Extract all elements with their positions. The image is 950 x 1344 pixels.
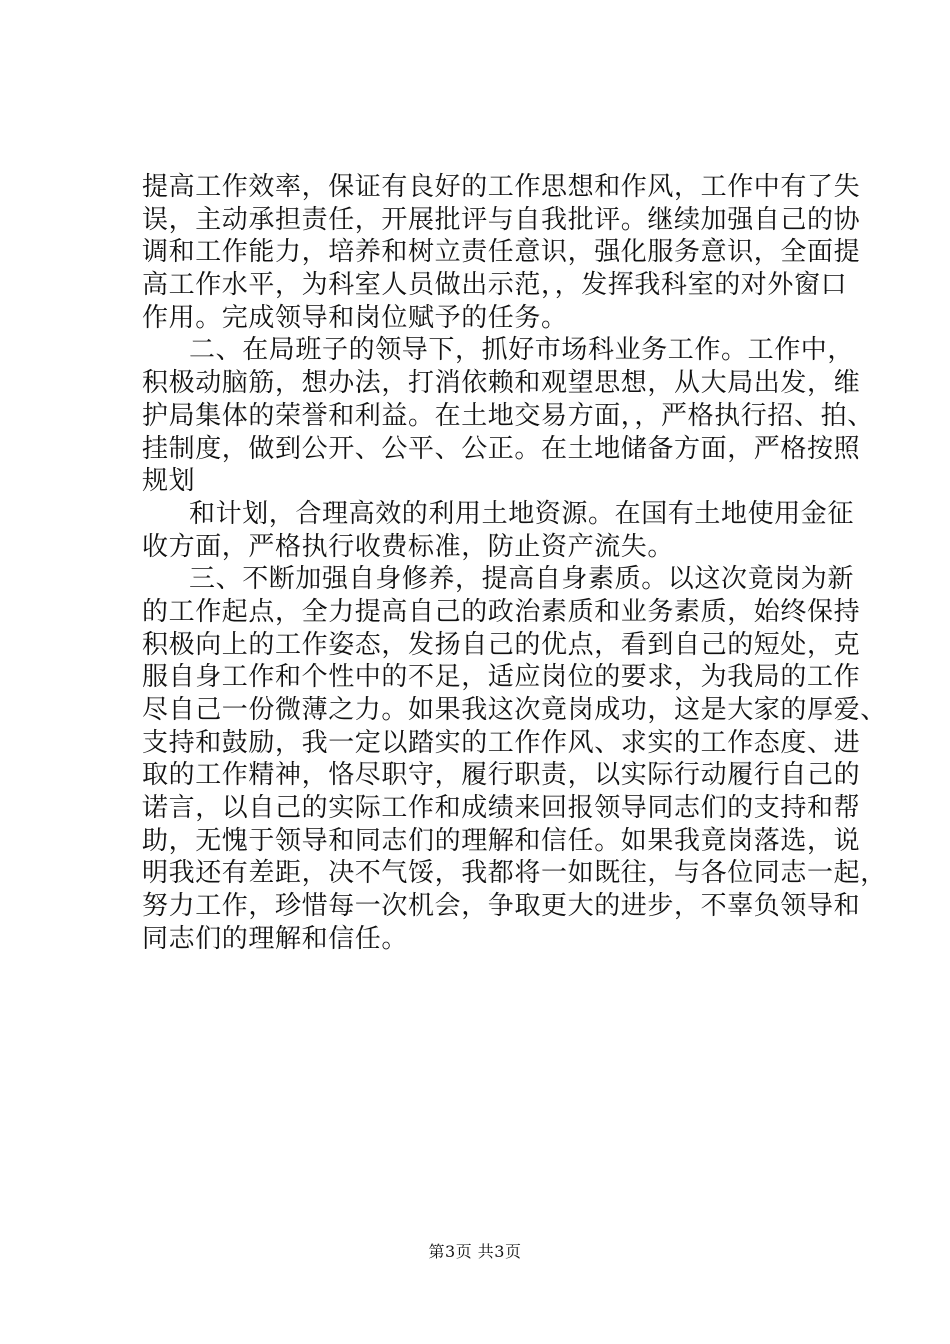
text-line: 规划 bbox=[142, 466, 196, 497]
page-footer: 第3页 共3页 bbox=[428, 1242, 522, 1261]
text-line: 三、不断加强自身修养，提高自身素质。以这次竟岗为新 bbox=[189, 564, 855, 595]
text-line: 作用。完成领导和岗位赋予的任务。 bbox=[142, 302, 568, 333]
text-line: 努力工作，珍惜每一次机会，争取更大的进步，不辜负领导和 bbox=[142, 891, 861, 922]
text-line: 明我还有差距，决不气馁，我都将一如既往，与各位同志一起， bbox=[142, 858, 887, 889]
text-line: 二、在局班子的领导下，抓好市场科业务工作。工作中， bbox=[189, 335, 855, 366]
text-line: 的工作起点，全力提高自己的政治素质和业务素质，始终保持 bbox=[142, 596, 861, 627]
text-line: 同志们的理解和信任。 bbox=[142, 923, 409, 954]
text-line: 诺言，以自己的实际工作和成绩来回报领导同志们的支持和帮 bbox=[142, 793, 861, 824]
text-line: 服自身工作和个性中的不足，适应岗位的要求，为我局的工作 bbox=[142, 662, 861, 693]
text-line: 和计划，合理高效的利用土地资源。在国有土地使用金征 bbox=[189, 498, 855, 529]
text-line: 取的工作精神，恪尽职守，履行职责，以实际行动履行自己的 bbox=[142, 760, 861, 791]
text-line: 高工作水平，为科室人员做出示范，，发挥我科室的对外窗口 bbox=[142, 270, 848, 301]
text-line: 支持和鼓励，我一定以踏实的工作作风、求实的工作态度、进 bbox=[142, 727, 861, 758]
text-line: 收方面，严格执行收费标准，防止资产流失。 bbox=[142, 531, 675, 562]
document-body bbox=[142, 171, 887, 956]
text-line: 提高工作效率，保证有良好的工作思想和作风，工作中有了失 bbox=[142, 172, 861, 202]
text-line: 助，无愧于领导和同志们的理解和信任。如果我竟岗落选，说 bbox=[142, 825, 861, 856]
text-line: 积极向上的工作姿态，发扬自己的优点，看到自己的短处，克 bbox=[142, 629, 861, 660]
text-line: 调和工作能力，培养和树立责任意识，强化服务意识，全面提 bbox=[142, 237, 861, 268]
text-line: 误，主动承担责任，开展批评与自我批评。继续加强自己的协 bbox=[142, 204, 861, 235]
text-line: 护局集体的荣誉和利益。在土地交易方面，，严格执行招、拍、 bbox=[142, 400, 874, 431]
text-line: 挂制度，做到公开、公平、公正。在土地储备方面，严格按照 bbox=[142, 433, 861, 464]
text-line: 积极动脑筋，想办法，打消依赖和观望思想，从大局出发，维 bbox=[142, 368, 861, 399]
text-line: 尽自己一份微薄之力。如果我这次竟岗成功，这是大家的厚爱、 bbox=[142, 695, 887, 725]
